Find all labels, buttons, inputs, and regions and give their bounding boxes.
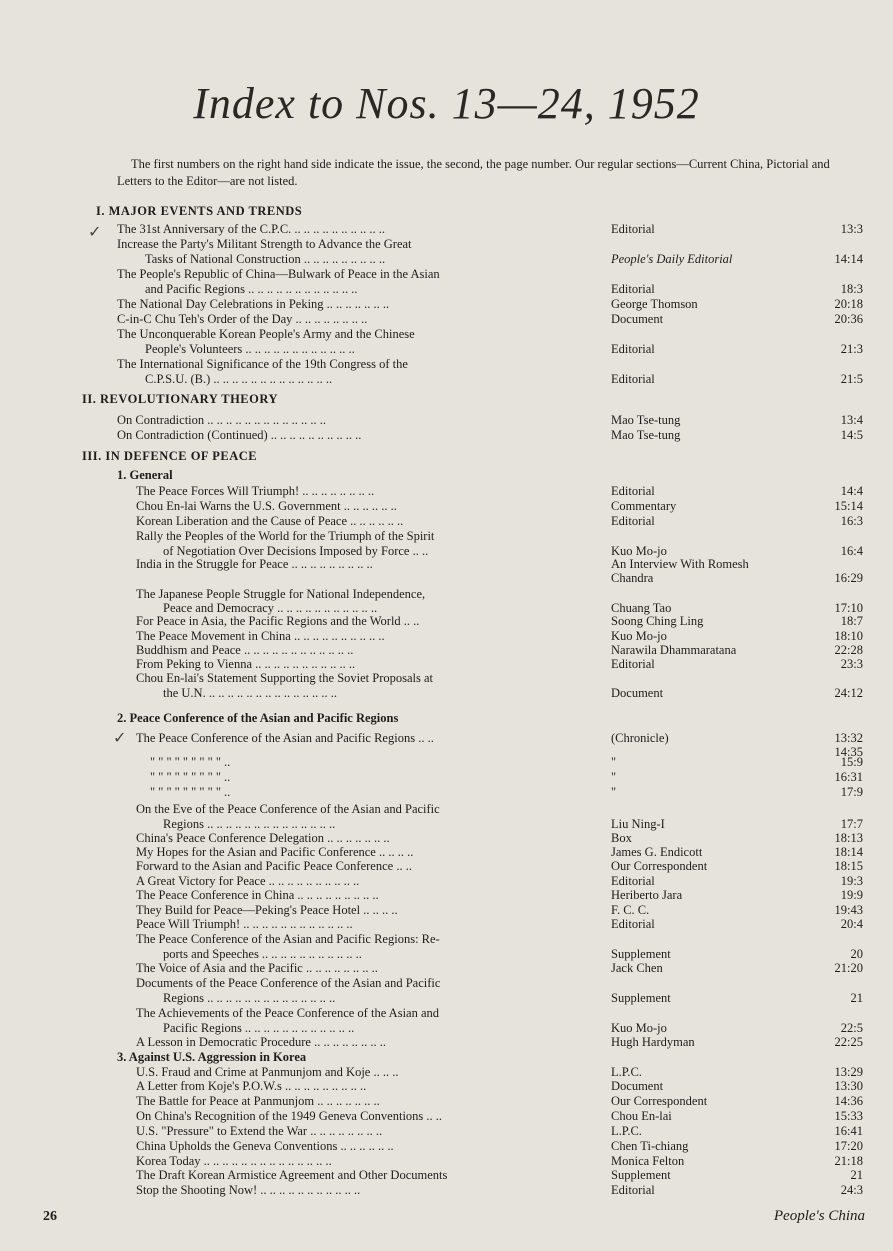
entry-issue-page: 18:13: [834, 831, 863, 845]
entry-issue-page: 14:35: [834, 745, 863, 759]
page-number: 26: [43, 1209, 57, 1224]
entry-issue-page: 18:15: [834, 859, 863, 873]
entry-issue-page: 20:36: [834, 312, 863, 326]
entry-author: Editorial: [611, 484, 655, 498]
entry-author: Editorial: [611, 342, 655, 356]
index-entry-row: [0, 643, 893, 658]
index-entry-row: [0, 237, 893, 252]
entry-author: Chou En-lai: [611, 1109, 672, 1123]
entry-issue-page: 19:43: [834, 903, 863, 917]
publication-name: People's China: [773, 1208, 865, 1224]
subsection-heading-peace-conference: 2. Peace Conference of the Asian and Pacific Regions: [117, 711, 399, 725]
entry-issue-page: 22:5: [840, 1021, 863, 1035]
index-entry-row: [0, 514, 893, 529]
entry-author: People's Daily Editorial: [611, 252, 733, 266]
entry-title: ports and Speeches .. .. .. .. .. .. .. .. .. .. ..: [163, 947, 362, 961]
entry-author: Document: [611, 686, 664, 700]
index-entry-row: [0, 413, 893, 428]
index-entry-row: [0, 991, 893, 1006]
entry-issue-page: 15:9: [840, 755, 863, 769]
entry-title: On the Eve of the Peace Conference of the Asian and Pacific: [136, 802, 440, 816]
entry-title: The Voice of Asia and the Pacific .. .. .. .. .. .. .. ..: [136, 961, 378, 975]
entry-title: They Build for Peace—Peking's Peace Hotel .. .. .. ..: [136, 903, 398, 917]
entry-author: Document: [611, 312, 664, 326]
entry-title: " " " " " " " " " ..: [150, 770, 231, 784]
entry-title: and Pacific Regions .. .. .. .. .. .. .. .. .. .. .. ..: [145, 282, 358, 296]
entry-title: " " " " " " " " " ..: [150, 785, 231, 799]
entry-issue-page: 24:12: [834, 686, 863, 700]
entry-title: Increase the Party's Militant Strength to Advance the Great: [117, 237, 412, 251]
entry-issue-page: 15:33: [834, 1109, 863, 1123]
entry-author: Our Correspondent: [611, 859, 708, 873]
entry-title: Buddhism and Peace .. .. .. .. .. .. .. .. .. .. .. ..: [136, 643, 354, 657]
entry-title: of Negotiation Over Decisions Imposed by Force .. ..: [163, 544, 429, 558]
pencil-check-mark-icon: ✓: [88, 224, 102, 241]
entry-author: Mao Tse-tung: [611, 413, 681, 427]
entry-title: Forward to the Asian and Pacific Peace Conference .. ..: [136, 859, 412, 873]
entry-author: Editorial: [611, 282, 655, 296]
entry-title: C.P.S.U. (B.) .. .. .. .. .. .. .. .. .. .. .. .. ..: [145, 372, 333, 386]
entry-title: Korean Liberation and the Cause of Peace .. .. .. .. .. ..: [136, 514, 404, 528]
intro-paragraph: The first numbers on the right hand side indicate the issue, the second, the page number. Our regular sections—Current China, Pictorial and Letters to the Editor—are not listed.: [117, 157, 830, 188]
index-entry-row: [0, 1124, 893, 1139]
entry-title: My Hopes for the Asian and Pacific Conference .. .. .. ..: [136, 845, 414, 859]
index-entry-row: [0, 845, 893, 860]
entry-title: Regions .. .. .. .. .. .. .. .. .. .. .. .. .. ..: [163, 991, 336, 1005]
entry-title: the U.N. .. .. .. .. .. .. .. .. .. .. .. .. .. ..: [163, 686, 337, 700]
entry-author: Narawila Dhammaratana: [611, 643, 737, 657]
entry-issue-page: 19:3: [840, 874, 863, 888]
entry-title: The Peace Forces Will Triumph! .. .. .. .. .. .. .. ..: [136, 484, 375, 498]
entry-author: Heriberto Jara: [611, 888, 683, 902]
entry-issue-page: 13:3: [840, 222, 863, 236]
index-entry-row: [0, 1183, 893, 1198]
entry-issue-page: 21:5: [840, 372, 863, 386]
entry-title: Regions .. .. .. .. .. .. .. .. .. .. .. .. .. ..: [163, 817, 336, 831]
entry-title: U.S. Fraud and Crime at Panmunjom and Koje .. .. ..: [136, 1065, 399, 1079]
entry-issue-page: 20:18: [834, 297, 863, 311]
entry-author: Hugh Hardyman: [611, 1035, 695, 1049]
index-entry-row: [0, 1065, 893, 1080]
entry-title: The International Significance of the 19th Congress of the: [117, 357, 408, 371]
entry-issue-page: 13:30: [834, 1079, 863, 1093]
entry-author: Box: [611, 831, 632, 845]
entry-title: Rally the Peoples of the World for the Triumph of the Spirit: [136, 529, 435, 543]
page-title: Index to Nos. 13—24, 1952: [193, 79, 700, 128]
index-entry-row: [0, 529, 893, 544]
entry-author: (Chronicle): [611, 731, 669, 745]
entry-author: Soong Ching Ling: [611, 614, 704, 628]
entry-title: The Unconquerable Korean People's Army and the Chinese: [117, 327, 415, 341]
entry-author: Kuo Mo-jo: [611, 1021, 667, 1035]
entry-author: Chandra: [611, 571, 654, 585]
entry-author: Liu Ning-I: [611, 817, 665, 831]
entry-title: The Japanese People Struggle for National Independence,: [136, 587, 426, 601]
index-entry-row: [0, 571, 893, 586]
entry-title: From Peking to Vienna .. .. .. .. .. .. .. .. .. .. ..: [136, 657, 356, 671]
entry-title: Tasks of National Construction .. .. .. .. .. .. .. .. ..: [145, 252, 386, 266]
index-entry-row: [0, 587, 893, 602]
index-entry-row: [0, 342, 893, 357]
entry-author: Editorial: [611, 222, 655, 236]
entry-issue-page: 19:9: [840, 888, 863, 902]
entry-title: Chou En-lai's Statement Supporting the Soviet Proposals at: [136, 671, 434, 685]
entry-author: Editorial: [611, 917, 655, 931]
entry-issue-page: 13:29: [834, 1065, 863, 1079]
index-entry-row: [0, 629, 893, 644]
entry-title: China's Peace Conference Delegation .. .. .. .. .. .. ..: [136, 831, 390, 845]
entry-author: George Thomson: [611, 297, 698, 311]
pencil-check-mark-icon: ✓: [113, 730, 127, 747]
entry-author: Editorial: [611, 372, 655, 386]
index-entry-row: [0, 888, 893, 903]
index-entry-row: [0, 1079, 893, 1094]
entry-issue-page: 17:20: [834, 1139, 863, 1153]
index-entry-row: [0, 499, 893, 514]
entry-author: Kuo Mo-jo: [611, 544, 667, 558]
entry-title: U.S. "Pressure" to Extend the War .. .. .. .. .. .. .. ..: [136, 1124, 383, 1138]
entry-title: Peace Will Triumph! .. .. .. .. .. .. .. .. .. .. .. ..: [136, 917, 353, 931]
index-entry-row: [0, 657, 893, 672]
entry-issue-page: 18:14: [834, 845, 863, 859]
index-entry-row: [0, 671, 893, 686]
entry-issue-page: 21:3: [840, 342, 863, 356]
entry-issue-page: 17:9: [840, 785, 863, 799]
entry-author: ": [611, 770, 617, 784]
entry-issue-page: 24:3: [840, 1183, 863, 1197]
entry-author: L.P.C.: [611, 1065, 642, 1079]
index-entry-row: [0, 327, 893, 342]
index-entry-row: [0, 484, 893, 499]
index-entry-row: [0, 831, 893, 846]
index-entry-row: [0, 372, 893, 387]
entry-author: Chen Ti-chiang: [611, 1139, 689, 1153]
entry-author: James G. Endicott: [611, 845, 703, 859]
entry-issue-page: 23:3: [840, 657, 863, 671]
entry-title: The Peace Movement in China .. .. .. .. .. .. .. .. .. ..: [136, 629, 385, 643]
entry-title: The National Day Celebrations in Peking .. .. .. .. .. .. ..: [117, 297, 390, 311]
entry-title: Pacific Regions .. .. .. .. .. .. .. .. .. .. .. ..: [163, 1021, 355, 1035]
entry-issue-page: 14:4: [840, 484, 863, 498]
index-entry-row: [0, 1094, 893, 1109]
entry-title: Peace and Democracy .. .. .. .. .. .. .. .. .. .. ..: [163, 601, 378, 615]
entry-title: Documents of the Peace Conference of the Asian and Pacific: [136, 976, 441, 990]
index-entry-row: [0, 859, 893, 874]
index-entry-row: [0, 557, 893, 572]
entry-issue-page: 16:3: [840, 514, 863, 528]
section-heading-defence-of-peace: III. IN DEFENCE OF PEACE: [82, 449, 258, 463]
index-entry-row: [0, 1139, 893, 1154]
entry-title: Chou En-lai Warns the U.S. Government .. .. .. .. .. ..: [136, 499, 397, 513]
entry-issue-page: 14:36: [834, 1094, 863, 1108]
entry-title: The Peace Conference of the Asian and Pacific Regions: Re-: [136, 932, 440, 946]
entry-issue-page: 13:32: [834, 731, 863, 745]
index-entry-row: [0, 252, 893, 267]
index-entry-row: [0, 267, 893, 282]
entry-issue-page: 17:7: [840, 817, 863, 831]
index-entry-row: [0, 1168, 893, 1183]
index-entry-row: [0, 614, 893, 629]
index-entry-row: [0, 976, 893, 991]
entry-title: For Peace in Asia, the Pacific Regions and the World .. ..: [136, 614, 420, 628]
entry-author: Editorial: [611, 514, 655, 528]
entry-author: Editorial: [611, 657, 655, 671]
index-entry-row: [0, 297, 893, 312]
entry-title: The Draft Korean Armistice Agreement and Other Documents: [136, 1168, 448, 1182]
entry-title: A Lesson in Democratic Procedure .. .. .. .. .. .. .. ..: [136, 1035, 386, 1049]
entry-issue-page: 21:20: [834, 961, 863, 975]
entry-issue-page: 18:10: [834, 629, 863, 643]
entry-author: Editorial: [611, 1183, 655, 1197]
index-entry-row: [0, 312, 893, 327]
entry-issue-page: 14:14: [834, 252, 863, 266]
index-entry-row: [0, 874, 893, 889]
entry-author: L.P.C.: [611, 1124, 642, 1138]
entry-title: India in the Struggle for Peace .. .. .. .. .. .. .. .. ..: [136, 557, 373, 571]
index-entry-row: [0, 1006, 893, 1021]
entry-author: Document: [611, 1079, 664, 1093]
entry-issue-page: 20:4: [840, 917, 863, 931]
entry-author: Editorial: [611, 874, 655, 888]
entry-issue-page: 16:29: [834, 571, 863, 585]
index-entry-row: [0, 947, 893, 962]
entry-title: People's Volunteers .. .. .. .. .. .. .. .. .. .. .. ..: [145, 342, 355, 356]
index-entry-row: [0, 755, 893, 770]
entry-title: " " " " " " " " " ..: [150, 755, 231, 769]
entry-title: Stop the Shooting Now! .. .. .. .. .. .. .. .. .. .. ..: [136, 1183, 361, 1197]
index-entry-row: [0, 961, 893, 976]
entry-title: China Upholds the Geneva Conventions .. .. .. .. .. ..: [136, 1139, 394, 1153]
entry-title: The Peace Conference in China .. .. .. .. .. .. .. .. ..: [136, 888, 379, 902]
entry-author: Supplement: [611, 991, 671, 1005]
entry-issue-page: 18:7: [840, 614, 863, 628]
index-entry-row: [0, 770, 893, 785]
entry-issue-page: 16:4: [840, 544, 863, 558]
entry-issue-page: 21: [850, 991, 863, 1005]
index-entry-row: [0, 1021, 893, 1036]
entry-issue-page: 20: [850, 947, 863, 961]
entry-title: On Contradiction .. .. .. .. .. .. .. .. .. .. .. .. ..: [117, 413, 327, 427]
entry-title: On Contradiction (Continued) .. .. .. .. .. .. .. .. .. ..: [117, 428, 362, 442]
subsection-heading-us-aggression: 3. Against U.S. Aggression in Korea: [117, 1050, 307, 1064]
entry-author: Kuo Mo-jo: [611, 629, 667, 643]
entry-author: Mao Tse-tung: [611, 428, 681, 442]
index-entry-row: [0, 731, 893, 746]
entry-title: A Letter from Koje's P.O.W.s .. .. .. .. .. .. .. .. ..: [136, 1079, 367, 1093]
index-entry-row: [0, 357, 893, 372]
index-entry-row: [0, 932, 893, 947]
index-entry-row: [0, 222, 893, 237]
index-entry-row: [0, 903, 893, 918]
entry-author: Supplement: [611, 947, 671, 961]
entry-title: Korea Today .. .. .. .. .. .. .. .. .. .. .. .. .. ..: [136, 1154, 332, 1168]
entry-title: C-in-C Chu Teh's Order of the Day .. .. .. .. .. .. .. ..: [117, 312, 368, 326]
entry-author: Our Correspondent: [611, 1094, 708, 1108]
index-entry-row: [0, 802, 893, 817]
entry-author: ": [611, 755, 617, 769]
entry-author: An Interview With Romesh: [611, 557, 749, 571]
entry-issue-page: 21:18: [834, 1154, 863, 1168]
entry-issue-page: 15:14: [834, 499, 863, 513]
entry-issue-page: 21: [850, 1168, 863, 1182]
entry-author: Supplement: [611, 1168, 671, 1182]
entry-author: F. C. C.: [611, 903, 650, 917]
entry-author: Chuang Tao: [611, 601, 672, 615]
index-entry-row: [0, 428, 893, 443]
index-entry-row: [0, 817, 893, 832]
entry-title: On China's Recognition of the 1949 Geneva Conventions .. ..: [136, 1109, 443, 1123]
index-entry-row: [0, 1109, 893, 1124]
entry-title: The Achievements of the Peace Conference of the Asian and: [136, 1006, 440, 1020]
entry-title: The Battle for Peace at Panmunjom .. .. .. .. .. .. ..: [136, 1094, 380, 1108]
index-entry-row: [0, 1035, 893, 1050]
section-heading-revolutionary-theory: II. REVOLUTIONARY THEORY: [82, 392, 278, 406]
entry-title: The Peace Conference of the Asian and Pacific Regions .. ..: [136, 731, 434, 745]
entry-issue-page: 22:25: [834, 1035, 863, 1049]
index-entry-row: [0, 686, 893, 701]
entry-author: Commentary: [611, 499, 677, 513]
entry-author: Monica Felton: [611, 1154, 685, 1168]
entry-author: ": [611, 785, 617, 799]
entry-issue-page: 14:5: [840, 428, 863, 442]
index-entry-row: [0, 785, 893, 800]
entry-issue-page: 22:28: [834, 643, 863, 657]
entry-issue-page: 18:3: [840, 282, 863, 296]
subsection-heading-general: 1. General: [117, 468, 173, 482]
entry-issue-page: 17:10: [834, 601, 863, 615]
section-heading-major-events: I. MAJOR EVENTS AND TRENDS: [96, 204, 303, 218]
entry-title: A Great Victory for Peace .. .. .. .. .. .. .. .. .. ..: [136, 874, 360, 888]
entry-issue-page: 16:31: [834, 770, 863, 784]
entry-title: The People's Republic of China—Bulwark of Peace in the Asian: [117, 267, 440, 281]
index-entry-row: [0, 917, 893, 932]
entry-author: Jack Chen: [611, 961, 663, 975]
entry-issue-page: 16:41: [834, 1124, 863, 1138]
index-entry-row: [0, 1154, 893, 1169]
entry-issue-page: 13:4: [840, 413, 863, 427]
index-entry-row: [0, 282, 893, 297]
entry-title: The 31st Anniversary of the C.P.C. .. .. .. .. .. .. .. .. .. ..: [117, 222, 386, 236]
